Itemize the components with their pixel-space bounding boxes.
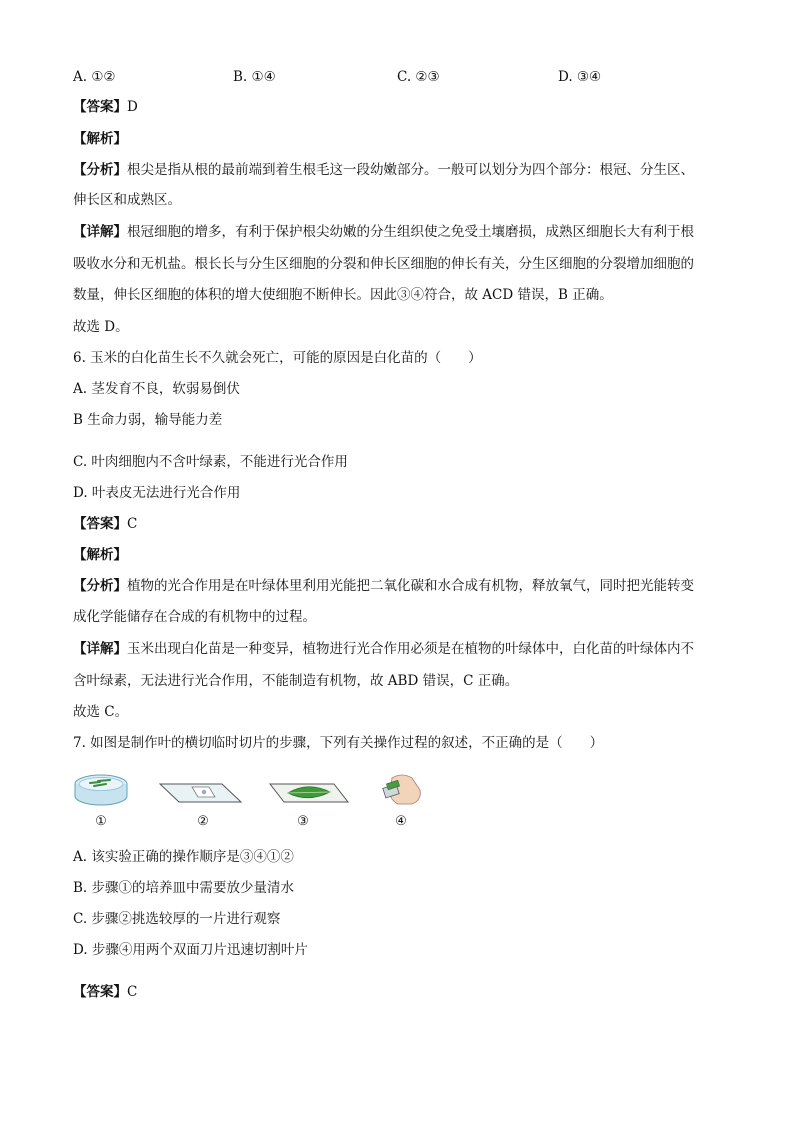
answer-line (73, 98, 138, 116)
xiangjie-line-2: 吸收水分和无机盐。根长长与分生区细胞的分裂和伸长区细胞的伸长有关，分生区细胞的分裂增加细胞的 (73, 256, 694, 272)
q6-fenxi-line-2: 成化学能储存在合成的有机物中的过程。 (73, 609, 316, 625)
xiangjie-text: 玉米出现白化苗是一种变异，植物进行光合作用必须是在植物的叶绿体中，白化苗的叶绿体内不 (127, 641, 694, 657)
figure-label-3: ③ (297, 814, 309, 829)
q6-option-d: D. 叶表皮无法进行光合作用 (73, 485, 241, 501)
q6-xiangjie-line-1 (73, 640, 694, 658)
xiangjie-text: 根冠细胞的增多，有利于保护根尖幼嫩的分生组织使之免受土壤磨损，成熟区细胞长大有利于根 (127, 224, 694, 240)
fenxi-tag: 【分析】 (73, 578, 127, 594)
q6-option-a: A. 茎发育不良，软弱易倒伏 (73, 381, 240, 397)
q6-option-c: C. 叶肉细胞内不含叶绿素，不能进行光合作用 (73, 454, 348, 470)
answer-value: C (127, 516, 138, 532)
q6-answer-line (73, 515, 137, 533)
fenxi-text: 植物的光合作用是在叶绿体里利用光能把二氧化碳和水合成有机物，释放氧气，同时把光能转变 (127, 578, 694, 594)
answer-tag: 【答案】 (73, 516, 127, 532)
xiangjie-line-1 (73, 223, 694, 241)
xiangjie-tag: 【详解】 (73, 641, 127, 657)
leaf-board-figure (268, 778, 350, 808)
figure-label-4: ④ (395, 814, 407, 829)
figure-label-2: ② (197, 814, 209, 829)
q7-option-d: D. 步骤④用两个双面刀片迅速切割叶片 (73, 942, 308, 958)
fenxi-line-2: 伸长区和成熟区。 (73, 192, 181, 208)
option-c: C. ②③ (397, 69, 440, 85)
xiangjie-tag: 【详解】 (73, 224, 127, 240)
q7-option-b: B. 步骤①的培养皿中需要放少量清水 (73, 880, 295, 896)
conclusion: 故选 D。 (73, 319, 129, 335)
fenxi-text: 根尖是指从根的最前端到着生根毛这一段幼嫩部分。一般可以划分为四个部分：根冠、分生区、 (127, 162, 694, 178)
q6-xiangjie-line-2: 含叶绿素，无法进行光合作用，不能制造有机物，故 ABD 错误，C 正确。 (73, 673, 519, 689)
option-d: D. ③④ (558, 69, 602, 85)
answer-tag: 【答案】 (73, 99, 127, 115)
analysis-heading: 【解析】 (73, 131, 127, 147)
q7-stem: 7. 如图是制作叶的横切临时切片的步骤，下列有关操作过程的叙述，不正确的是（ ） (73, 735, 604, 751)
q6-stem: 6. 玉米的白化苗生长不久就会死亡，可能的原因是白化苗的（ ） (73, 350, 482, 366)
slide-figure (158, 780, 243, 806)
option-a: A. ①② (73, 69, 116, 85)
q6-option-b: B 生命力弱，输导能力差 (73, 412, 223, 428)
q7-option-c: C. 步骤②挑选较厚的一片进行观察 (73, 911, 281, 927)
q6-fenxi-line-1 (73, 577, 694, 595)
q6-analysis-heading: 【解析】 (73, 547, 127, 563)
answer-value: C (127, 984, 138, 1000)
q6-conclusion: 故选 C。 (73, 704, 129, 720)
q7-answer-line (73, 983, 137, 1001)
q7-figure-row (73, 770, 443, 834)
figure-label-1: ① (95, 814, 107, 829)
fenxi-line-1 (73, 161, 694, 179)
petri-dish-figure (73, 772, 129, 810)
hand-blade-figure (378, 770, 428, 810)
q7-option-a: A. 该实验正确的操作顺序是③④①② (73, 849, 294, 865)
answer-tag: 【答案】 (73, 984, 127, 1000)
xiangjie-line-3: 数量，伸长区细胞的体积的增大使细胞不断伸长。因此③④符合，故 ACD 错误，B 正确。 (73, 287, 613, 303)
answer-value: D (127, 99, 138, 115)
option-b: B. ①④ (233, 69, 276, 85)
fenxi-tag: 【分析】 (73, 162, 127, 178)
